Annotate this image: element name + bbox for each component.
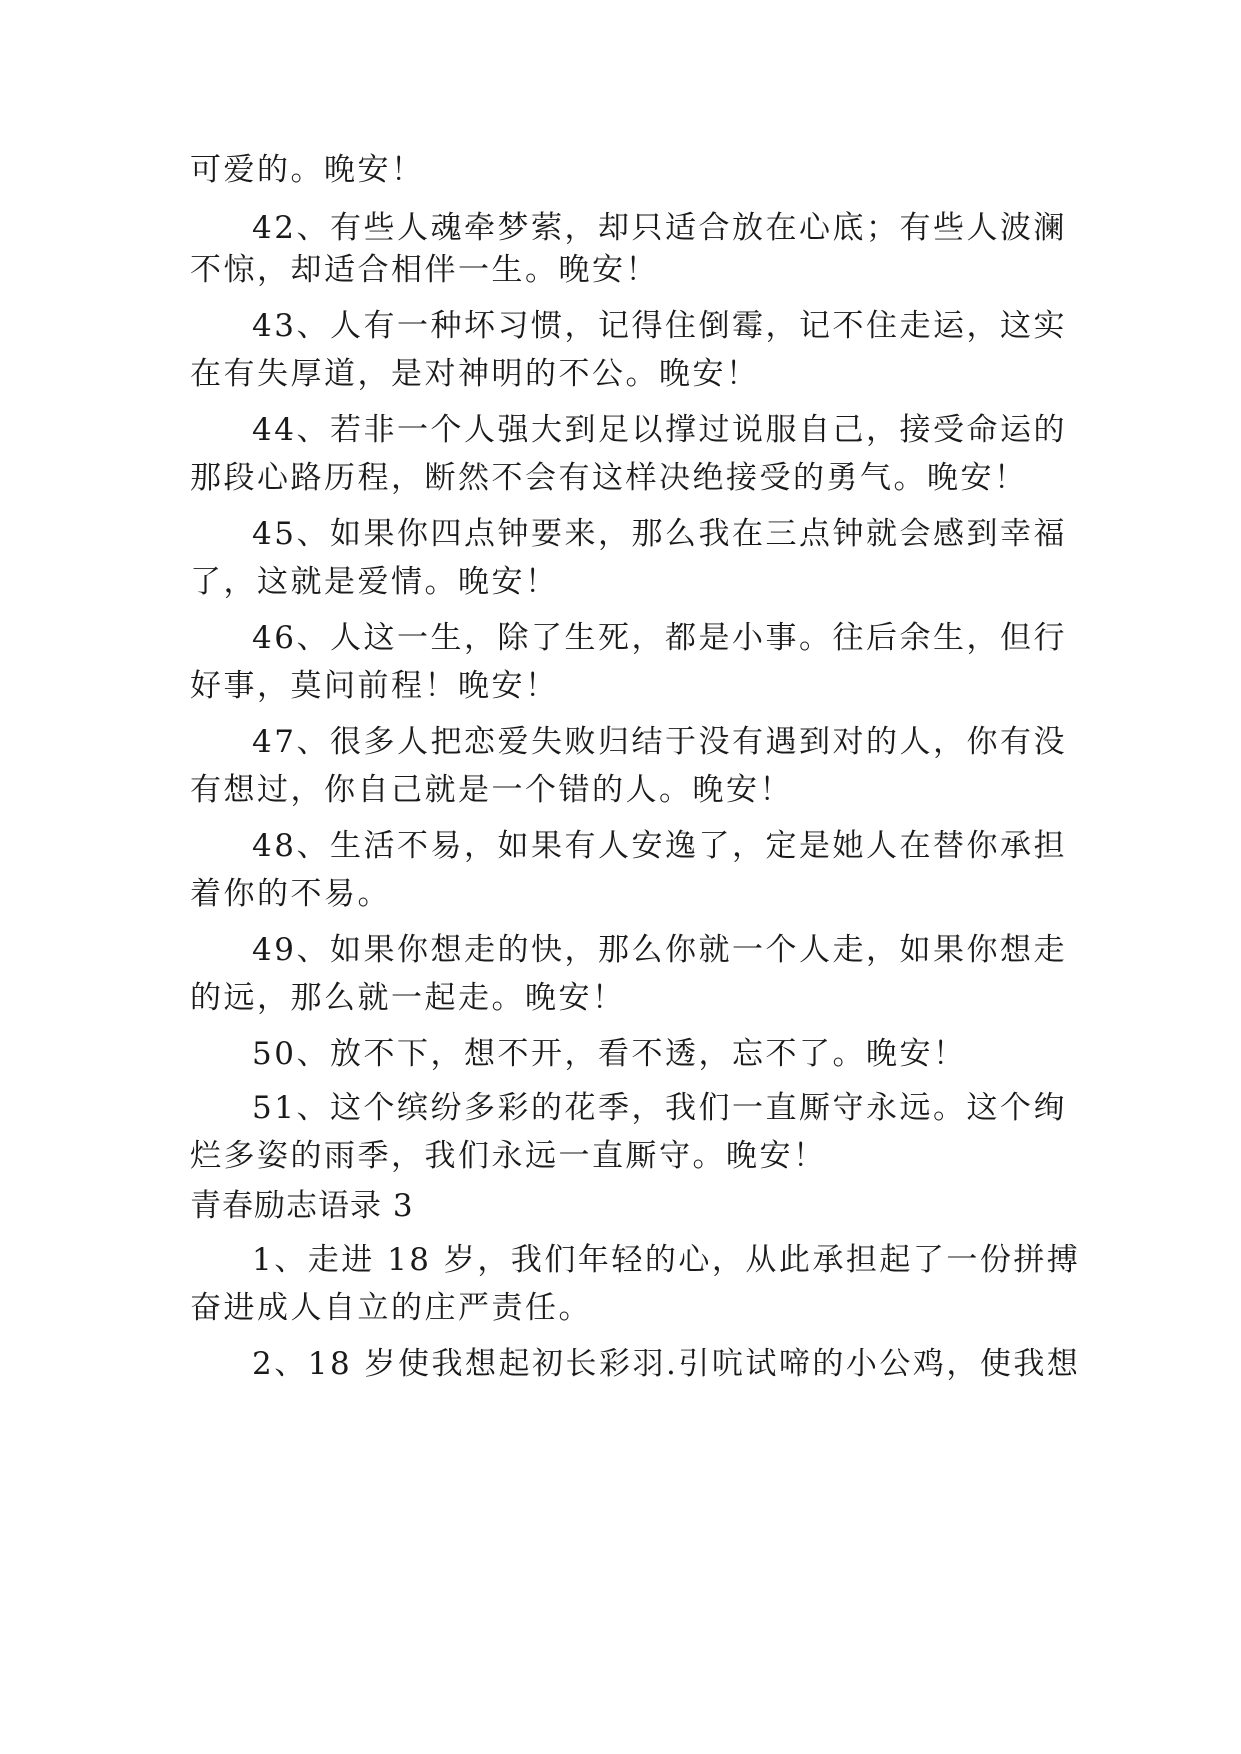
text-line: 可爱的。晚安！ [190,152,425,188]
text-line: 45、如果你四点钟要来，那么我在三点钟就会感到幸福 [252,516,1067,552]
text-line: 好事，莫问前程！晚安！ [190,668,559,704]
text-line: 46、人这一生，除了生死，都是小事。往后余生，但行 [252,620,1067,656]
text-line: 着你的不易。 [190,876,391,912]
text-line: 不惊，却适合相伴一生。晚安！ [190,252,659,288]
text-line: 那段心路历程，断然不会有这样决绝接受的勇气。晚安！ [190,460,1028,496]
text-line: 47、很多人把恋爱失败归结于没有遇到对的人，你有没 [252,724,1067,760]
text-line: 50、放不下，想不开，看不透，忘不了。晚安！ [252,1036,967,1072]
text-line: 42、有些人魂牵梦萦，却只适合放在心底；有些人波澜 [252,210,1067,246]
text-line: 44、若非一个人强大到足以撑过说服自己，接受命运的 [252,412,1067,448]
text-line: 1、走进 18 岁，我们年轻的心，从此承担起了一份拼搏 [252,1242,1081,1278]
text-line: 烂多姿的雨季，我们永远一直厮守。晚安！ [190,1138,827,1174]
text-line: 在有失厚道，是对神明的不公。晚安！ [190,356,760,392]
text-line: 有想过，你自己就是一个错的人。晚安！ [190,772,793,808]
text-line: 2、18 岁使我想起初长彩羽.引吭试啼的小公鸡，使我想 [252,1346,1081,1382]
text-line: 43、人有一种坏习惯，记得住倒霉，记不住走运，这实 [252,308,1067,344]
section-heading: 青春励志语录 3 [190,1188,414,1224]
text-line: 奋进成人自立的庄严责任。 [190,1290,592,1326]
text-line: 51、这个缤纷多彩的花季，我们一直厮守永远。这个绚 [252,1090,1067,1126]
text-line: 49、如果你想走的快，那么你就一个人走，如果你想走 [252,932,1067,968]
text-line: 48、生活不易，如果有人安逸了，定是她人在替你承担 [252,828,1067,864]
text-line: 的远，那么就一起走。晚安！ [190,980,626,1016]
text-line: 了，这就是爱情。晚安！ [190,564,559,600]
